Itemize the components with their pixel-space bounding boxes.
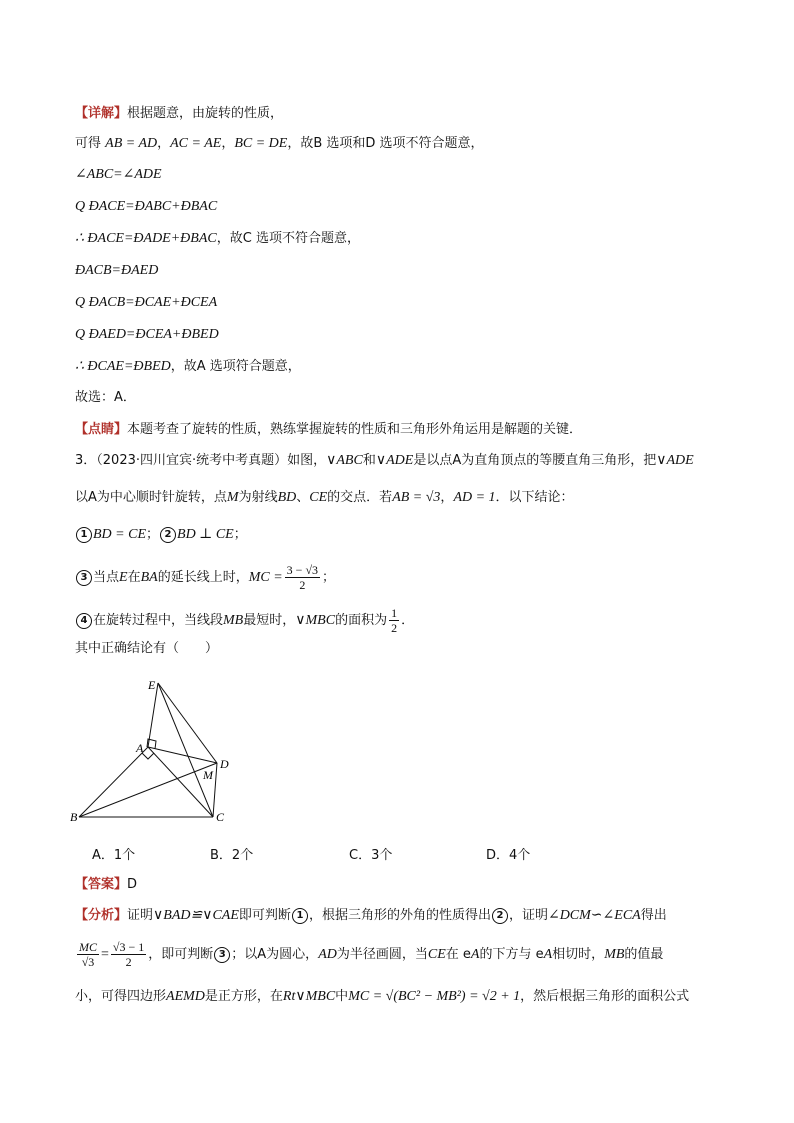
question-line-2: 以A为中心顺时针旋转，点M为射线BD、CE的交点．若AB = √3，AD = 1．以下结论： xyxy=(75,490,574,505)
analysis-line-2: $\frac{MC}{√3}$ = $\frac{√3 - 1}{2}$ ，即可判断 3 ；以A为圆心，AD为半径画圆，当CE在 eA的下方与 eA相切时，MB的值最 xyxy=(79,940,664,969)
answer-line xyxy=(75,876,137,894)
fraction: $\frac{√3 - 1}{2}$ xyxy=(112,940,145,969)
label-C: C xyxy=(216,810,225,824)
circled-number: 3 xyxy=(76,570,92,586)
detail-line-4: Q ÐACE=ÐABC+ÐBAC xyxy=(75,199,218,214)
detail-line-2: 可得 AB = AD，AC = AE，BC = DE，故B 选项和D 选项不符合题意， xyxy=(75,136,484,151)
conclusion-1-2: 1 BD = CE； 2 BD ⊥ CE； xyxy=(75,526,247,544)
detail-line-10: 故选：A． xyxy=(75,390,136,405)
option-a: A．1个 xyxy=(92,848,136,863)
detail-tag: 【详解】 xyxy=(75,106,128,121)
option-b: B．2个 xyxy=(210,848,254,863)
detail-line-8: Q ÐAED=ÐCEA+ÐBED xyxy=(75,327,219,342)
fraction: $\frac{1}{2}$ xyxy=(391,606,398,635)
option-d: D．4个 xyxy=(486,848,531,863)
fraction: $\frac{3 - √3}{2}$ xyxy=(286,563,319,592)
analysis-line-3: 小，可得四边形AEMD是正方形，在Rt∨MBC中MC = √(BC² − MB²) = √2 + 1，然后根据三角形的面积公式 xyxy=(75,989,690,1004)
conclusion-4: 4 在旋转过程中，当线段MB最短时，∨MBC的面积为 $\frac{1}{2}$ ． xyxy=(75,606,414,635)
circled-number: 3 xyxy=(214,947,230,963)
circled-number: 1 xyxy=(292,908,308,924)
analysis-line-1: 【分析】证明∨BAD≌∨CAE即可判断 1 ，根据三角形的外角的性质得出 2 ，证明∠DCM∽∠ECA得出 xyxy=(75,908,667,923)
detail-line-3: ∠ABC=∠ADE xyxy=(75,167,162,182)
segment-AB xyxy=(79,747,148,817)
segment-EC xyxy=(158,683,213,817)
conclusion-3: 3 当点E在BA的延长线上时，MC = $\frac{3 - √3}{2}$ ； xyxy=(75,563,335,592)
right-angle-mark-BAC xyxy=(142,753,154,759)
analysis-tag: 【分析】 xyxy=(75,908,128,923)
label-D: D xyxy=(220,757,229,771)
segment-CD xyxy=(213,763,217,817)
detail-line-7: Q ÐACB=ÐCAE+ÐCEA xyxy=(75,295,218,310)
fraction: $\frac{MC}{√3}$ xyxy=(79,940,97,969)
segment-EA xyxy=(148,683,158,747)
label-A: A xyxy=(136,741,144,755)
answer-tag: 【答案】 xyxy=(75,877,128,892)
circled-number: 2 xyxy=(160,527,176,543)
comment-line: 【点睛】本题考查了旋转的性质，熟练掌握旋转的性质和三角形外角运用是解题的关键． xyxy=(75,422,583,437)
circled-number: 4 xyxy=(76,613,92,629)
label-E: E xyxy=(148,678,156,692)
segment-BD xyxy=(79,763,217,817)
detail-line-6: ÐACB=ÐAED xyxy=(75,263,159,278)
question-line-1: 3．（2023·四川宜宾·统考中考真题）如图，∨ABC和∨ADE是以点A为直角顶点的等腰直角三角形，把∨ADE xyxy=(75,453,694,468)
comment-tag: 【点睛】 xyxy=(75,422,128,437)
detail-line-5: ∴ ÐACE=ÐADE+ÐBAC，故C 选项不符合题意， xyxy=(75,231,360,246)
question-prompt: 其中正确结论有（ ） xyxy=(75,641,219,656)
option-c: C．3个 xyxy=(349,848,393,863)
circled-number: 2 xyxy=(492,908,508,924)
label-M: M xyxy=(203,768,213,782)
detail-line-1: 【详解】根据题意，由旋转的性质， xyxy=(75,106,284,121)
answer-value: D xyxy=(127,877,138,892)
detail-line-9: ∴ ÐCAE=ÐBED，故A 选项符合题意， xyxy=(75,359,301,374)
geometry-figure xyxy=(70,675,250,835)
circled-number: 1 xyxy=(76,527,92,543)
label-B: B xyxy=(70,810,78,824)
segment-AC xyxy=(148,747,213,817)
